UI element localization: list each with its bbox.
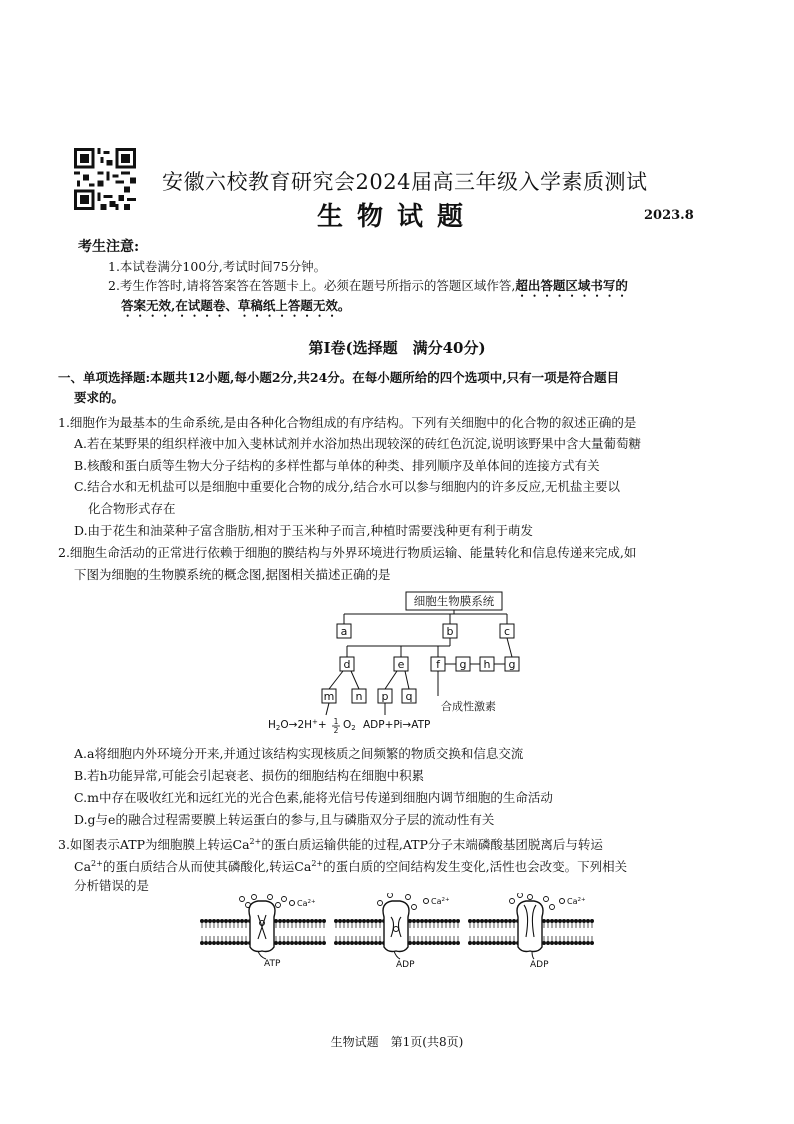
notice-item-2: 2.考生作答时,请将答案答在答题卡上。必须在题号所指示的答题区域作答,超出答题区域书写的 bbox=[108, 278, 628, 293]
membrane-1 bbox=[200, 895, 326, 970]
section-instructions: 一、单项选择题:本题共12小题,每小题2分,共24分。在每小题所给的四个选项中,只有一项是符合题目 bbox=[58, 370, 620, 385]
node-a-label: a bbox=[340, 625, 348, 638]
node-c-label: c bbox=[503, 625, 511, 638]
membrane-3 bbox=[468, 893, 594, 970]
question-2-stem: 2.细胞生命活动的正常进行依赖于细胞的膜结构与外界环境进行物质运输、能量转化和信息传递来完成,如 bbox=[58, 545, 637, 560]
question-3-stem-cont: $Ca^{2+}$的蛋白质结合从而使其磷酸化,转运$Ca^{2+}$的蛋白质的空间结构发生变化,活性也会改变。下列相关 bbox=[74, 859, 628, 875]
equation-atp-synthesis: ADP+Pi→ATP bbox=[363, 719, 431, 731]
subject-title: 生物试题 bbox=[316, 202, 477, 232]
question-2-stem-cont: 下图为细胞的生物膜系统的概念图,据图相关描述正确的是 bbox=[74, 567, 391, 582]
node-root-label: 细胞生物膜系统 bbox=[413, 594, 495, 608]
adp-label-1: ADP bbox=[396, 960, 415, 970]
question-1-option-d: D.由于花生和油菜种子富含脂肪,相对于玉米种子而言,种植时需要浅种更有利于萌发 bbox=[74, 523, 533, 538]
question-2-option-a: A.a将细胞内外环境分开来,并通过该结构实现核质之间频繁的物质交换和信息交流 bbox=[74, 746, 524, 761]
node-m-label: m bbox=[323, 690, 335, 703]
ca-label-1: $Ca^{2+}$ bbox=[297, 899, 316, 908]
page-footer: 生物试题 第1页(共8页) bbox=[330, 1035, 464, 1049]
membrane-system-diagram bbox=[260, 590, 550, 740]
section-instructions-cont: 要求的。 bbox=[74, 390, 125, 405]
fraction-numerator: 1 bbox=[333, 717, 339, 726]
adp-label-2: ADP bbox=[530, 960, 549, 970]
question-1-option-a: A.若在某野果的组织样液中加入斐林试剂并水浴加热出现较深的砖红色沉淀,说明该野果中含大量葡萄糖 bbox=[74, 436, 641, 451]
node-q-label: q bbox=[405, 690, 413, 703]
ca-label-3: $Ca^{2+}$ bbox=[567, 897, 586, 906]
node-b-label: b bbox=[446, 625, 454, 638]
question-2-option-d: D.g与e的融合过程需要膜上转运蛋白的参与,且与磷脂双分子层的流动性有关 bbox=[74, 812, 495, 827]
exam-date: 2023.8 bbox=[644, 208, 694, 223]
ca-label-2: $Ca^{2+}$ bbox=[431, 897, 450, 906]
node-g2-label: g bbox=[508, 658, 516, 671]
notice-heading: 考生注意: bbox=[78, 239, 140, 255]
node-e-label: e bbox=[397, 658, 405, 671]
section-title: 第Ⅰ卷(选择题 满分40分) bbox=[308, 339, 486, 357]
node-n-label: n bbox=[355, 690, 363, 703]
question-3-stem: 3.如图表示ATP为细胞膜上转运$Ca^{2+}$的蛋白质运输供能的过程,ATP分子末端磷酸基团脱离后与转运 bbox=[58, 837, 603, 853]
question-1-option-b: B.核酸和蛋白质等生物大分子结构的多样性都与单体的种类、排列顺序及单体间的连接方式有关 bbox=[74, 458, 600, 473]
notice-item-2-cont: 答案无效,在试题卷、草稿纸上答题无效。 bbox=[121, 298, 351, 313]
question-1-stem: 1.细胞作为最基本的生命系统,是由各种化合物组成的有序结构。下列有关细胞中的化合物的叙述正确的是 bbox=[58, 415, 637, 430]
equation-water-splitting: H2O→2H++ bbox=[268, 718, 327, 732]
notice-item-1: 1.本试卷满分100分,考试时间75分钟。 bbox=[108, 259, 327, 274]
question-3-stem-cont-2: 分析错误的是 bbox=[74, 878, 150, 893]
atp-label: ATP bbox=[264, 959, 281, 969]
question-2-option-b: B.若h功能异常,可能会引起衰老、损伤的细胞结构在细胞中积累 bbox=[74, 768, 425, 783]
hormone-label: 合成性激素 bbox=[441, 700, 496, 713]
node-p-label: p bbox=[381, 690, 389, 703]
node-f-label: f bbox=[436, 658, 440, 671]
exam-title: 安徽六校教育研究会2024届高三年级入学素质测试 bbox=[162, 170, 648, 194]
question-2-option-c: C.m中存在吸收红光和远红光的光合色素,能将光信号传递到细胞内调节细胞的生命活动 bbox=[74, 790, 553, 805]
question-1-option-c-cont: 化合物形式存在 bbox=[88, 501, 176, 516]
node-g1-label: g bbox=[459, 658, 467, 671]
equation-oxygen: O2 bbox=[343, 719, 356, 732]
fraction-denominator: 2 bbox=[333, 726, 339, 735]
membrane-transport-figure bbox=[200, 893, 600, 971]
question-1-option-c: C.结合水和无机盐可以是细胞中重要化合物的成分,结合水可以参与细胞内的许多反应,无机盐主要以 bbox=[74, 479, 621, 494]
node-d-label: d bbox=[343, 658, 351, 671]
node-h-label: h bbox=[483, 658, 491, 671]
membrane-2 bbox=[334, 893, 460, 970]
